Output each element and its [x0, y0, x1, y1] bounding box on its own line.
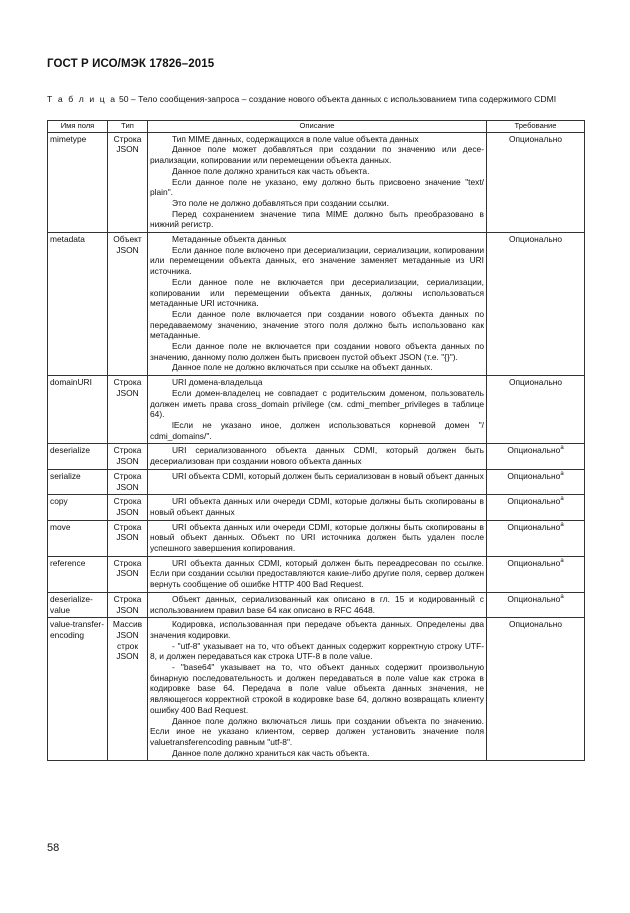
field-requirement-cell	[487, 592, 585, 617]
description-paragraph: URI сериализованного объекта данных CDMI, который должен быть десериализован при создании нового объекта данных	[150, 445, 484, 467]
table-row	[48, 376, 585, 444]
field-type-cell: Объект JSON	[108, 233, 148, 376]
field-type-cell: Строка JSON	[108, 520, 148, 556]
table-row	[48, 132, 585, 232]
description-paragraph: Тип MIME данных, содержащихся в поле value объекта данных	[172, 133, 419, 144]
field-description-cell	[148, 469, 487, 494]
column-header-type: Тип	[108, 121, 148, 133]
description-paragraph: URI объекта данных CDMI, который должен быть переадресован по ссылке. Если при создании ссылки предоставляются какие-либо другие поля, сервер должен вернуть сообщение об ошибке HTTP 400 Bad Request.	[150, 557, 484, 590]
footnote-mark: а	[560, 521, 564, 528]
field-requirement-cell	[487, 376, 585, 444]
field-requirement-cell	[487, 618, 585, 761]
requirement-text: Опционально	[507, 445, 561, 456]
table-row	[48, 556, 585, 592]
footnote-mark: а	[560, 557, 564, 564]
field-type-cell: Строка JSON	[108, 556, 148, 592]
field-description-cell	[148, 233, 487, 376]
table-header-row	[48, 121, 585, 133]
description-paragraph: Данное поле не должно включаться при ссылке на объект данных.	[172, 362, 433, 373]
page-number: 58	[47, 842, 60, 854]
field-type-cell: Строка JSON	[108, 444, 148, 469]
requirement-text: Опционально	[507, 521, 561, 532]
requirement-text: Опционально	[509, 133, 562, 144]
table-row	[48, 444, 585, 469]
description-paragraph: Метаданные объекта данных	[172, 234, 287, 245]
table-row	[48, 618, 585, 761]
requirement-text: Опционально	[509, 234, 562, 245]
table-caption	[47, 94, 597, 105]
column-header-requirement: Требование	[487, 121, 585, 133]
field-name-cell: reference	[48, 556, 108, 592]
description-paragraph: URI объекта данных или очереди CDMI, которые должны быть скопированы в новый объект данных	[150, 496, 484, 517]
standard-title: ГОСТ Р ИСО/МЭК 17826–2015	[47, 58, 215, 70]
footnote-mark: а	[560, 445, 564, 452]
requirement-text: Опционально	[507, 470, 561, 481]
table-row	[48, 495, 585, 520]
table-row	[48, 520, 585, 556]
description-paragraph: Если данное поле не включается при десериализации, сериализации, копировании или перемещении объекта данных, должны использоваться метаданные URI источника.	[150, 276, 484, 309]
caption-text: 50 – Тело сообщения-запроса – создание нового объекта данных с использованием типа содержимого CDMI	[116, 94, 557, 104]
requirement-text: Опционально	[507, 496, 561, 507]
field-name-cell: deserialize	[48, 444, 108, 469]
field-requirement-cell	[487, 495, 585, 520]
column-header-name: Имя поля	[48, 121, 108, 133]
description-paragraph: Кодировка, использованная при передаче объекта данных. Определены два значения кодировки.	[150, 619, 484, 640]
field-type-cell: Строка JSON	[108, 132, 148, 232]
requirement-text: Опционально	[509, 377, 562, 388]
table-row	[48, 469, 585, 494]
field-type-cell: Массив JSON строк JSON	[108, 618, 148, 761]
field-type-cell: Строка JSON	[108, 495, 148, 520]
field-name-cell: move	[48, 520, 108, 556]
field-description-cell	[148, 132, 487, 232]
requirement-text: Опционально	[507, 557, 561, 568]
description-paragraph: lЕсли не указано иное, должен использоваться корневой домен "/ cdmi_domains/".	[150, 419, 484, 441]
field-requirement-cell	[487, 556, 585, 592]
field-description-cell	[148, 618, 487, 761]
description-paragraph: Если данное поле включается при создании нового объекта данных по передаваемому значению, значение этого поля должно быть использовано как метаданные.	[150, 308, 484, 341]
requirement-text: Опционально	[509, 619, 562, 630]
description-paragraph: URI объекта CDMI, который должен быть сериализован в новый объект данных	[172, 470, 484, 481]
description-paragraph: - "base64" указывает на то, что объект данных содержит произвольную бинарную последовательность и должен передаваться в поле value как строка в кодировке base 64. Передача в поле value объекта данных значения, не являющегося корректной строкой в кодировке base 64, должно возвращать клиенту ошибку 400 Bad Request.	[150, 662, 484, 715]
field-name-cell: serialize	[48, 469, 108, 494]
description-paragraph: Это поле не должно добавляться при создании ссылки.	[172, 197, 389, 208]
field-description-cell	[148, 495, 487, 520]
field-name-cell: copy	[48, 495, 108, 520]
description-paragraph: Данное поле должно храниться как часть объекта.	[172, 165, 370, 176]
column-header-description: Описание	[148, 121, 487, 133]
field-name-cell: value-transfer-encoding	[48, 618, 108, 761]
field-requirement-cell	[487, 444, 585, 469]
field-name-cell: domainURI	[48, 376, 108, 444]
field-requirement-cell	[487, 469, 585, 494]
field-description-cell	[148, 592, 487, 617]
description-paragraph: Перед сохранением значение типа MIME должно быть преобразовано в нижний регистр.	[150, 208, 484, 230]
field-name-cell: metadata	[48, 233, 108, 376]
description-paragraph: URI домена-владельца	[172, 377, 263, 388]
table-body	[48, 132, 585, 761]
description-paragraph: Если данное поле включено при десериализации, сериализации, копировании или перемещении объекта данных, его значение заменяет метаданные из URI источника.	[150, 244, 484, 277]
field-requirement-cell	[487, 520, 585, 556]
field-description-cell	[148, 520, 487, 556]
field-type-cell: Строка JSON	[108, 376, 148, 444]
requirement-text: Опционально	[507, 593, 561, 604]
field-requirement-cell	[487, 233, 585, 376]
description-paragraph: Объект данных, сериализованный как описано в гл. 15 и кодированный с использованием правил base 64 как описано в RFC 4648.	[150, 593, 484, 615]
field-type-cell: Строка JSON	[108, 592, 148, 617]
field-spec-table	[47, 120, 585, 761]
field-description-cell	[148, 556, 487, 592]
footnote-mark: а	[560, 496, 564, 503]
caption-label: Т а б л и ц а	[47, 94, 117, 104]
description-paragraph: Если данное поле не включается при создании нового объекта данных по значению, данному полю должен быть присвоен пустой объект JSON (т.е. "{}").	[150, 341, 484, 362]
footnote-mark: а	[560, 470, 564, 477]
table-row	[48, 592, 585, 617]
description-paragraph: Если данное поле не указано, ему должно быть присвоено значение "text/ plain".	[150, 176, 484, 198]
field-description-cell	[148, 444, 487, 469]
field-description-cell	[148, 376, 487, 444]
description-paragraph: URI объекта данных или очереди CDMI, которые должны быть скопированы в новый объект данных. Объект по URI источника должен быть удален после успешного завершения копирования.	[150, 521, 484, 554]
field-name-cell: mimetype	[48, 132, 108, 232]
description-paragraph: Данное поле должно включаться лишь при создании объекта по значению. Если иное не указано клиентом, сервер должен установить значение поля valuetransferencoding равным "utf-8".	[150, 715, 484, 747]
field-name-cell: deserialize-value	[48, 592, 108, 617]
description-paragraph: Данное поле должно храниться как часть объекта.	[172, 747, 370, 758]
description-paragraph: Если домен-владелец не совпадает с родительским доменом, пользователь должен иметь права cross_domain privilege (см. cdmi_member_privileges в таблице 64).	[150, 387, 484, 420]
description-paragraph: - "utf-8" указывает на то, что объект данных содержит корректную строку UTF-8, и должен передаваться как строка UTF-8 в поле value.	[150, 640, 484, 662]
field-requirement-cell	[487, 132, 585, 232]
field-type-cell: Строка JSON	[108, 469, 148, 494]
description-paragraph: Данное поле может добавляться при создании по значению или десериализации, копировании или перемещении объекта данных.	[150, 144, 484, 166]
footnote-mark: а	[560, 593, 564, 600]
table-row	[48, 233, 585, 376]
